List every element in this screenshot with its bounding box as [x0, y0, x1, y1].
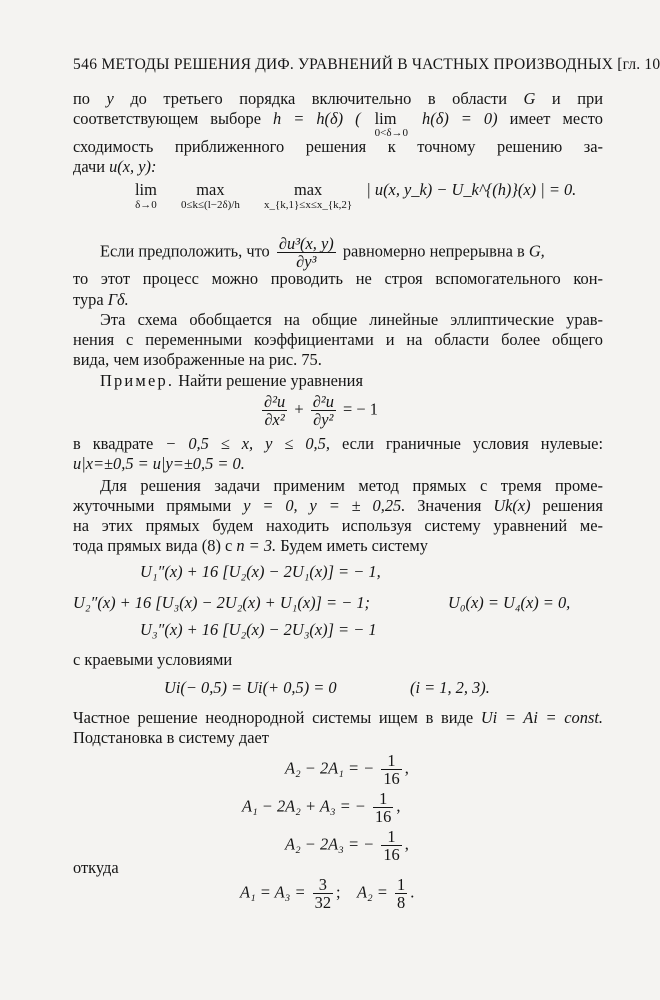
text-line: тода прямых вида (8) с n = 3. Будем иметь систему [73, 536, 428, 555]
chapter-ref: [гл. 10 [617, 56, 660, 73]
linear-equation-1: A₂ − 2A₁ = − $\frac{1}{16}$ , [285, 751, 409, 788]
equation-limit-max: lim δ→0 max 0≤k≤(l−2δ)/h max x_{k,1}≤x≤x_{k,2} | u(x, y_k) − U_k^{(h)}(x) | = 0. [135, 180, 577, 211]
text-line: Для решения задачи применим метод прямых с тремя проме- [100, 476, 603, 495]
text-line: по y до третьего порядка включительно в области G и при [73, 89, 603, 108]
fraction: $\frac{\text{∂u³(x, y)}}{\text{∂y³}}$ [278, 234, 334, 271]
system-equation-1: U₁″(x) + 16 [U₂(x) − 2U₁(x)] = − 1, [140, 562, 381, 581]
text-line: Эта схема обобщается на общие линейные эллиптические урав- [100, 310, 603, 329]
text-line: вида, чем изображенные на рис. 75. [73, 350, 322, 369]
page-number: 546 [73, 56, 98, 73]
result-equation: A₁ = A₃ = $\frac{3}{32}$ ; A₂ = $\frac{1}{8}$ . [240, 875, 415, 912]
running-header [73, 55, 660, 75]
text-line: на этих прямых будем находить используя систему уравнений ме- [73, 516, 603, 535]
text-line: Частное решение неоднородной системы ищем в виде Ui = Ai = const. [73, 708, 603, 727]
text-line: u|x=±0,5 = u|y=±0,5 = 0. [73, 454, 245, 473]
text-line: с краевыми условиями [73, 650, 233, 669]
system-side-condition: U₀(x) = U₄(x) = 0, [448, 593, 571, 612]
text-line: сходимость приближенного решения к точному решению за- [73, 137, 603, 156]
equation-poisson: $\frac{\text{∂²u}}{\text{∂x²}}$ + $\frac{\text{∂²u}}{\text{∂y²}}$ = − 1 [264, 392, 378, 429]
text-line: Подстановка в систему дает [73, 728, 269, 747]
text-line: нения с переменными коэффициентами и на области более общего [73, 330, 603, 349]
text-line: тура Γδ. [73, 290, 129, 309]
running-title: МЕТОДЫ РЕШЕНИЯ ДИФ. УРАВНЕНИЙ В ЧАСТНЫХ ПРОИЗВОДНЫХ [101, 56, 614, 73]
linear-equation-3: A₂ − 2A₃ = − $\frac{1}{16}$ , [285, 827, 409, 864]
text-line: Если предположить, что $\frac{\text{∂u³(x, y)}}{\text{∂y³}}$ равномерно непрерывна в G, [100, 234, 545, 271]
text-line: жуточными прямыми y = 0, y = ± 0,25. Значения Uk(x) решения [73, 496, 603, 515]
linear-equation-2: A₁ − 2A₂ + A₃ = − $\frac{1}{16}$ , [242, 789, 401, 826]
text-line: в квадрате − 0,5 ≤ x, y ≤ 0,5, если граничные условия нулевые: [73, 434, 603, 453]
text-line: дачи u(x, y): [73, 157, 157, 176]
system-equation-3: U₃″(x) + 16 [U₂(x) − 2U₃(x)] = − 1 [140, 620, 377, 639]
text-line: откуда [73, 858, 119, 877]
text-line: то этот процесс можно проводить не строя вспомогательного кон- [73, 269, 603, 288]
example-heading: Пример. Найти решение уравнения [100, 371, 363, 390]
system-equation-2: U₂″(x) + 16 [U₃(x) − 2U₂(x) + U₁(x)] = − 1; [73, 593, 371, 612]
boundary-equation: Ui(− 0,5) = Ui(+ 0,5) = 0 [164, 678, 337, 697]
text-line: соответствующем выборе h = h(δ) ( lim 0<δ→0 h(δ) = 0) имеет место [73, 109, 603, 139]
boundary-index: (i = 1, 2, 3). [410, 678, 490, 697]
